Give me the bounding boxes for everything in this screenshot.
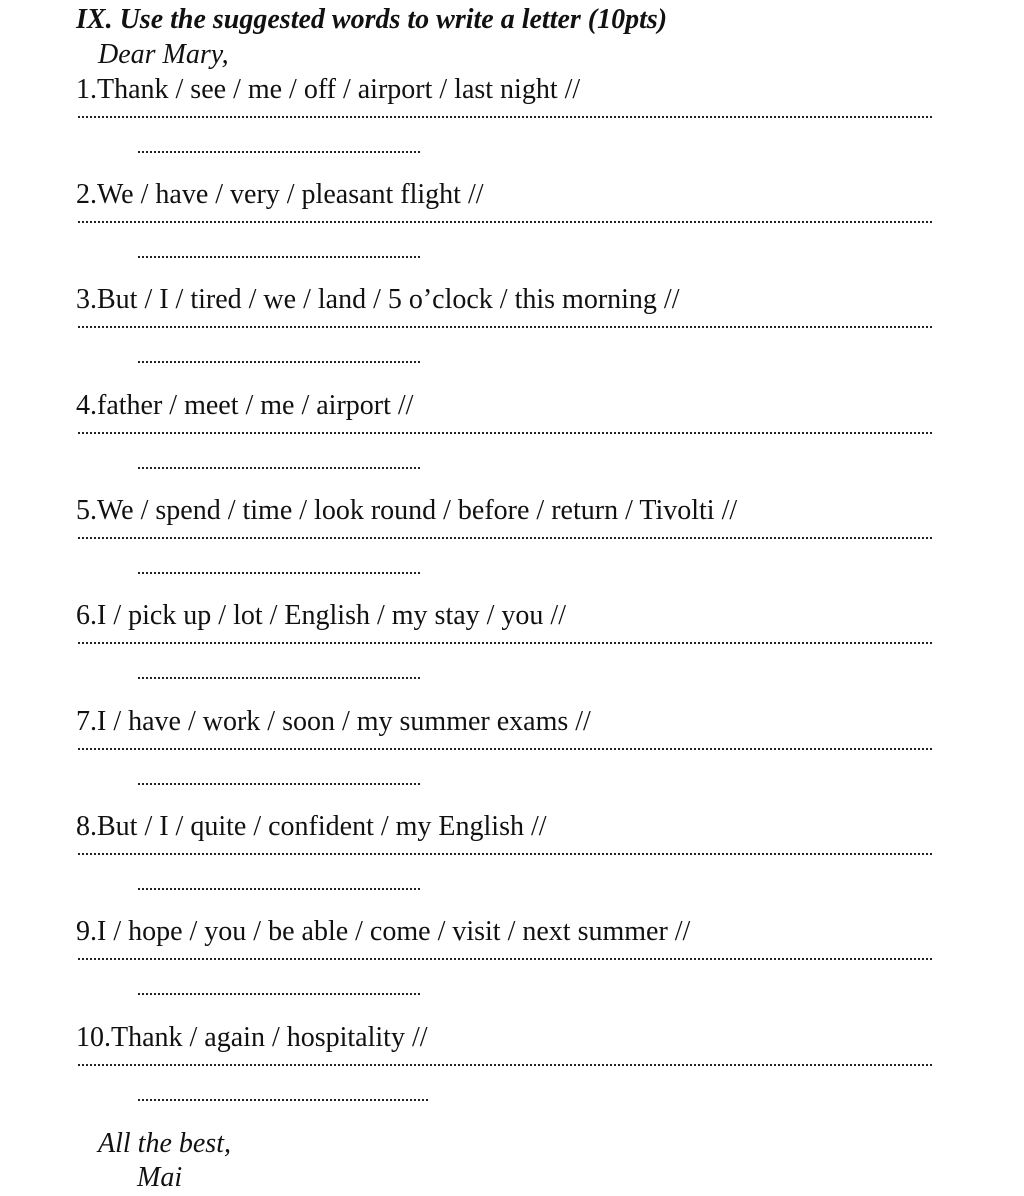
- exercise-item-8: [0, 809, 1024, 914]
- letter-signature: Mai: [137, 1162, 183, 1193]
- answer-line-short[interactable]: [138, 361, 420, 363]
- exercise-item-10: [0, 1020, 1024, 1125]
- item-prompt: 10.Thank / again / hospitality //: [76, 1022, 428, 1053]
- answer-line-short[interactable]: [138, 783, 420, 785]
- answer-line-short[interactable]: [138, 467, 420, 469]
- answer-line-long[interactable]: [78, 958, 932, 960]
- exercise-item-2: [0, 177, 1024, 282]
- answer-line-long[interactable]: [78, 1064, 932, 1066]
- item-prompt: 9.I / hope / you / be able / come / visit / next summer //: [76, 916, 691, 947]
- exercise-item-3: [0, 282, 1024, 387]
- answer-line-long[interactable]: [78, 116, 932, 118]
- item-prompt: 4.father / meet / me / airport //: [76, 390, 414, 421]
- item-prompt: 1.Thank / see / me / off / airport / last night //: [76, 74, 581, 105]
- letter-salutation: Dear Mary,: [98, 39, 229, 70]
- exercise-item-9: [0, 914, 1024, 1019]
- answer-line-long[interactable]: [78, 853, 932, 855]
- answer-line-short[interactable]: [138, 888, 420, 890]
- answer-line-long[interactable]: [78, 221, 932, 223]
- item-prompt: 5.We / spend / time / look round / before / return / Tivolti //: [76, 495, 738, 526]
- answer-line-short[interactable]: [138, 677, 420, 679]
- answer-line-short[interactable]: [138, 572, 420, 574]
- answer-line-short[interactable]: [138, 256, 420, 258]
- answer-line-short[interactable]: [138, 993, 420, 995]
- exercise-item-5: [0, 493, 1024, 598]
- item-prompt: 7.I / have / work / soon / my summer exams //: [76, 706, 591, 737]
- item-prompt: 3.But / I / tired / we / land / 5 o’clock / this morning //: [76, 284, 680, 315]
- item-prompt: 2.We / have / very / pleasant flight //: [76, 179, 484, 210]
- item-prompt: 6.I / pick up / lot / English / my stay / you //: [76, 600, 566, 631]
- exercise-item-4: [0, 388, 1024, 493]
- exercise-item-7: [0, 704, 1024, 809]
- answer-line-short[interactable]: [138, 151, 420, 153]
- answer-line-long[interactable]: [78, 748, 932, 750]
- answer-line-long[interactable]: [78, 432, 932, 434]
- exercise-item-1: [0, 72, 1024, 177]
- answer-line-long[interactable]: [78, 642, 932, 644]
- answer-line-long[interactable]: [78, 326, 932, 328]
- answer-line-long[interactable]: [78, 537, 932, 539]
- exercise-title: IX. Use the suggested words to write a letter (10pts): [76, 4, 668, 35]
- answer-line-short[interactable]: [138, 1099, 428, 1101]
- exercise-item-6: [0, 598, 1024, 703]
- item-prompt: 8.But / I / quite / confident / my English //: [76, 811, 547, 842]
- letter-closing: All the best,: [98, 1128, 231, 1159]
